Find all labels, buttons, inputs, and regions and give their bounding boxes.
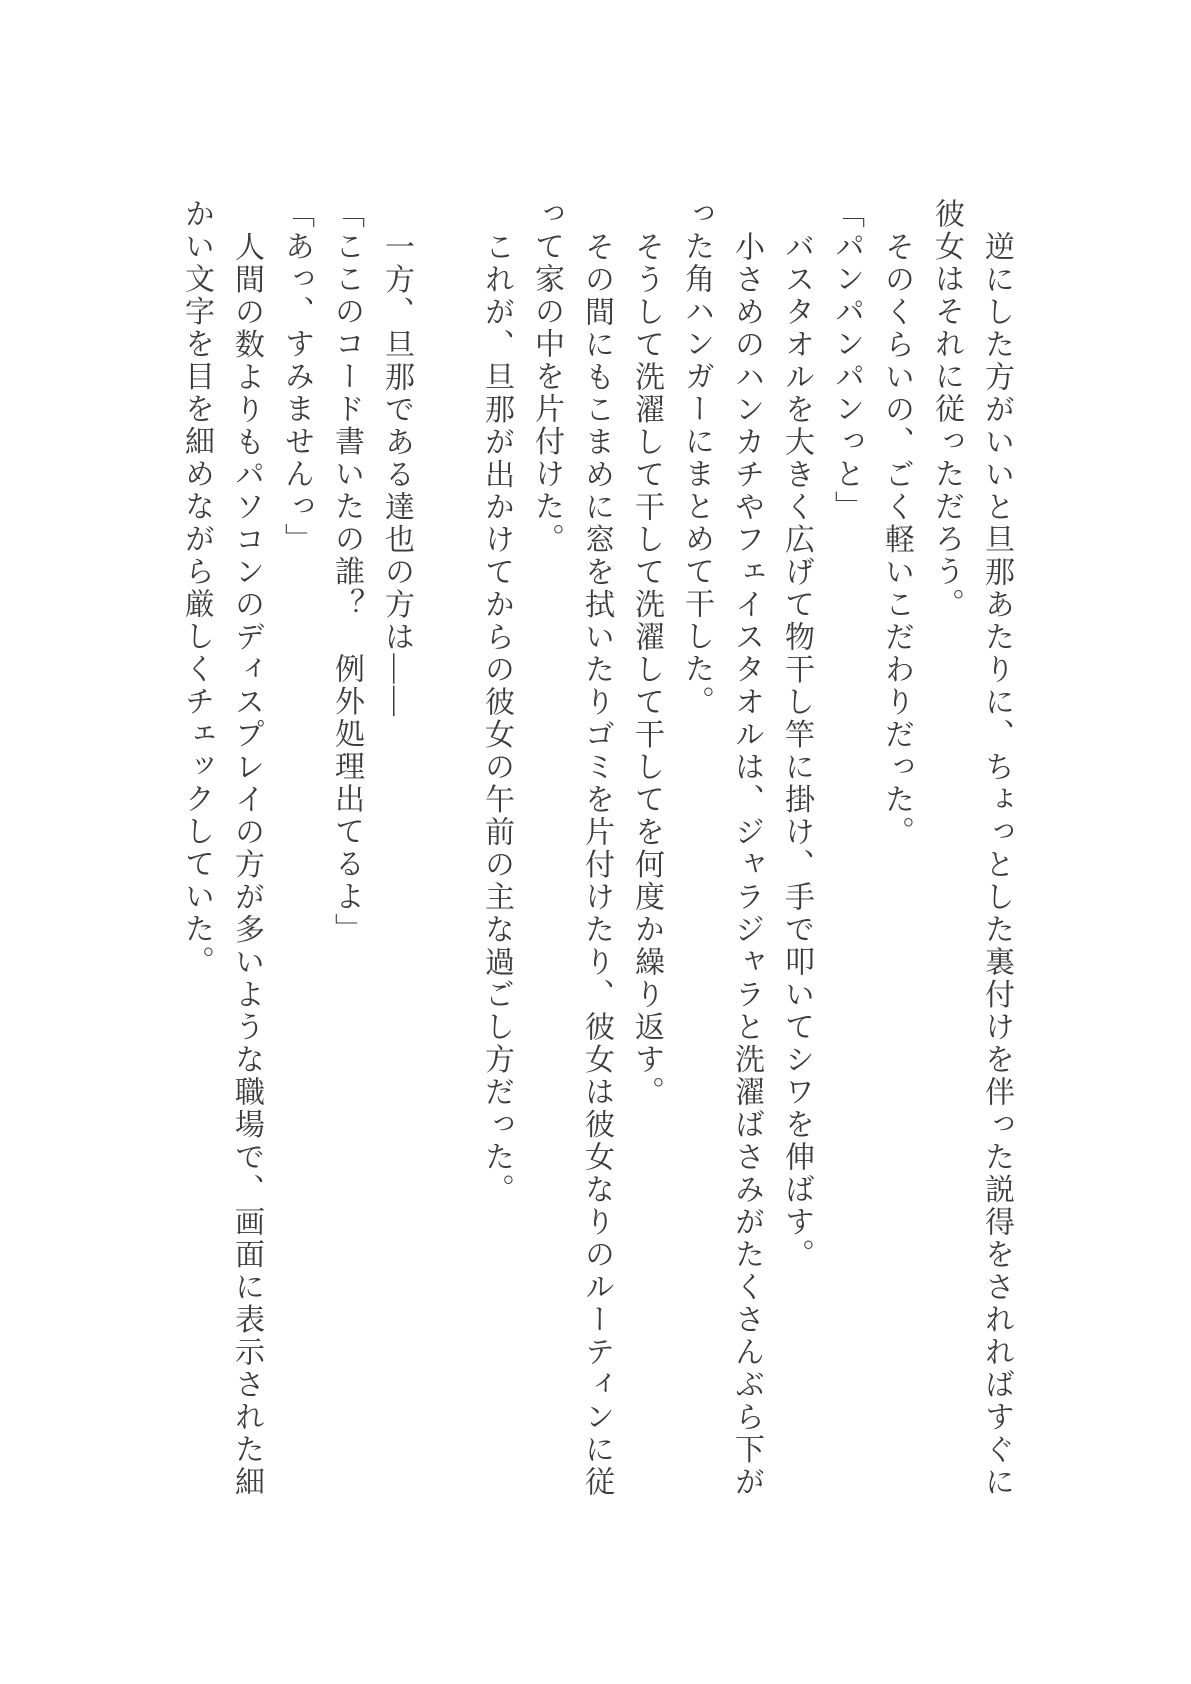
text-line: った角ハンガーにまとめて干した。 <box>680 198 713 718</box>
text-line: バスタオルを大きく広げて物干し竿に掛け、手で叩いてシワを伸ばす。 <box>780 230 813 1271</box>
text-line: そのくらいの、ごく軽いこだわりだった。 <box>880 230 913 848</box>
text-line: 小さめのハンカチやフェイスタオルは、ジャラジャラと洗濯ばさみがたくさんぶら下が <box>730 230 763 1498</box>
text-line: 「あっ、すみませんっ」 <box>280 198 313 556</box>
text-line: って家の中を片付けた。 <box>530 198 563 556</box>
text-line: そうして洗濯して干して洗濯して干してを何度か繰り返す。 <box>630 230 663 1108</box>
text-line: 一方、旦那である達也の方は―― <box>380 230 413 718</box>
text-line: これが、旦那が出かけてからの彼女の午前の主な過ごし方だった。 <box>480 230 513 1206</box>
blank-line <box>421 198 471 1506</box>
text-line: 彼女はそれに従っただろう。 <box>930 198 963 621</box>
text-line: その間にもこまめに窓を拭いたりゴミを片付けたり、彼女は彼女なりのルーティンに従 <box>580 230 613 1498</box>
vertical-text-block <box>171 198 1021 1506</box>
text-line: 「ここのコード書いたの誰？ 例外処理出てるよ」 <box>330 198 363 946</box>
text-line: 逆にした方がいいと旦那あたりに、ちょっとした裏付けを伴った説得をされればすぐに <box>980 230 1013 1498</box>
text-line: 人間の数よりもパソコンのディスプレイの方が多いような職場で、画面に表示された細 <box>230 230 263 1498</box>
text-line: かい文字を目を細めながら厳しくチェックしていた。 <box>180 198 213 978</box>
text-line: 「パンパンパンっと」 <box>830 198 863 523</box>
